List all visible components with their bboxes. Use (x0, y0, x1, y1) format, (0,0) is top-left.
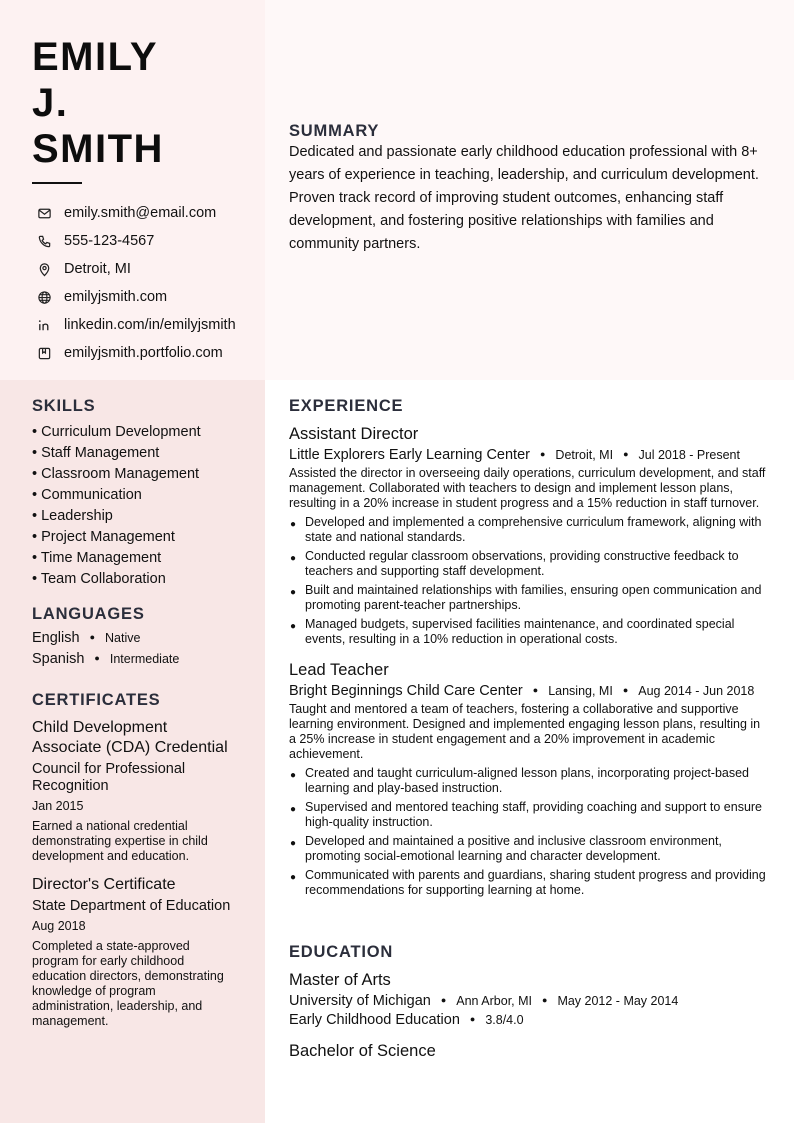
separator-dot: ● (622, 685, 629, 695)
skill-item: • Team Collaboration (32, 571, 166, 587)
mail-icon (32, 201, 56, 225)
job-bullet-text: Communicated with parents and guardians, sharing student progress and providing recommendations for supporting learning at home. (305, 868, 766, 897)
globe-icon (32, 285, 56, 309)
job-bullet (289, 834, 769, 864)
experience-list (289, 424, 769, 911)
location-pin-icon (32, 257, 56, 281)
job-bullet (289, 766, 769, 796)
job-dates: Jul 2018 - Present (638, 448, 740, 462)
certificate-item (32, 875, 232, 1029)
summary-text: Dedicated and passionate early childhood education professional with 8+ years of experience in teaching, leadership, and curriculum development. Proven track record of improving student outcomes, enhancing staff development, and fostering positive relationships with families and community partners. (289, 144, 759, 252)
skill-item: • Curriculum Development (32, 424, 201, 440)
contact-email[interactable] (32, 199, 262, 227)
separator-dot: ● (89, 632, 95, 642)
education-list (289, 970, 769, 1074)
bullet-dot: ● (290, 872, 297, 883)
certificate-item (32, 718, 232, 864)
certificate-date: Jan 2015 (32, 799, 84, 813)
job-bullet (289, 515, 769, 545)
degree-gpa: 3.8/4.0 (485, 1013, 524, 1027)
degree-dates: May 2012 - May 2014 (557, 994, 679, 1008)
job-bullet-text: Created and taught curriculum-aligned lesson plans, incorporating project-based learning and play-based instruction. (305, 766, 750, 795)
separator-dot: ● (539, 449, 546, 459)
degree-name: Bachelor of Science (289, 1042, 436, 1060)
job-item (289, 424, 769, 647)
job-bullet-text: Developed and implemented a comprehensive curriculum framework, aligning with state and national standards. (305, 515, 762, 544)
skills-list (32, 422, 201, 590)
contact-website-text: emilyjsmith.com (64, 289, 168, 305)
name-line-middle: J. (32, 81, 69, 125)
contact-linkedin[interactable] (32, 311, 262, 339)
separator-dot: ● (532, 685, 539, 695)
language-level: Native (105, 631, 141, 645)
experience-heading: EXPERIENCE (289, 397, 404, 415)
job-bullet-text: Built and maintained relationships with families, ensuring open communication and promoting parent-teacher partnerships. (305, 583, 762, 612)
separator-dot: ● (623, 449, 629, 459)
job-item (289, 660, 769, 898)
degree-name: Master of Arts (289, 971, 391, 989)
language-name: English (32, 630, 80, 646)
certificate-description: Completed a state-approved program for early childhood education directors, demonstrating knowledge of program administration, leadership, and management. (32, 939, 224, 1028)
contact-linkedin-text: linkedin.com/in/emilyjsmith (64, 317, 236, 333)
contact-location (32, 255, 262, 283)
language-level: Intermediate (109, 652, 180, 666)
job-title: Lead Teacher (289, 661, 389, 679)
job-location: Detroit, MI (555, 448, 614, 462)
job-meta (289, 447, 769, 463)
job-bullet (289, 583, 769, 613)
job-company: Little Explorers Early Learning Center (289, 447, 530, 463)
bullet-dot: ● (290, 621, 297, 632)
separator-dot: ● (94, 653, 100, 663)
certificate-issuer: Council for Professional Recognition (32, 761, 186, 794)
contact-list (32, 199, 262, 367)
skill-item: • Time Management (32, 550, 162, 566)
job-bullet-list (289, 766, 769, 898)
skill-item: • Leadership (32, 508, 113, 524)
skill-item: • Staff Management (32, 445, 160, 461)
bullet-dot: ● (290, 519, 297, 530)
separator-dot: ● (440, 995, 447, 1005)
job-meta (289, 683, 769, 699)
linkedin-icon (32, 313, 56, 337)
job-bullet-text: Supervised and mentored teaching staff, providing coaching and support to ensure high-quality instruction. (305, 800, 763, 829)
bullet-dot: ● (290, 587, 297, 598)
separator-dot: ● (542, 995, 548, 1005)
degree-location: Ann Arbor, MI (456, 994, 532, 1008)
job-company: Bright Beginnings Child Care Center (289, 683, 523, 699)
degree-item (289, 1041, 769, 1061)
contact-phone[interactable] (32, 227, 262, 255)
separator-dot: ● (469, 1014, 476, 1024)
certificates-heading: CERTIFICATES (32, 691, 161, 709)
job-bullet (289, 800, 769, 830)
language-item (32, 630, 179, 651)
name-line-last: SMITH (32, 127, 164, 171)
contact-phone-text: 555-123-4567 (64, 233, 155, 249)
name-line-first: EMILY (32, 35, 159, 79)
bullet-dot: ● (290, 553, 297, 564)
job-description: Taught and mentored a team of teachers, fostering a collaborative and supportive learning environment. Designed and implemented engaging lesson plans, resulting in a 25% increase in student engagement and a 20% improvement in academic achievement. (289, 702, 761, 761)
contact-portfolio-text: emilyjsmith.portfolio.com (64, 345, 223, 361)
job-bullet (289, 617, 769, 647)
degree-meta (289, 993, 769, 1009)
job-title: Assistant Director (289, 425, 419, 443)
skill-item: • Communication (32, 487, 142, 503)
contact-portfolio[interactable] (32, 339, 262, 367)
portfolio-icon (32, 341, 56, 365)
certificate-name: Director's Certificate (32, 876, 176, 893)
candidate-name (32, 34, 164, 172)
degree-item (289, 970, 769, 1028)
contact-email-text: emily.smith@email.com (64, 205, 217, 221)
skills-heading: SKILLS (32, 397, 96, 415)
certificate-issuer: State Department of Education (32, 898, 231, 914)
job-dates: Aug 2014 - Jun 2018 (638, 684, 755, 698)
contact-website[interactable] (32, 283, 262, 311)
job-bullet (289, 868, 769, 898)
bullet-dot: ● (290, 770, 297, 781)
job-bullet (289, 549, 769, 579)
education-heading: EDUCATION (289, 943, 394, 961)
language-name: Spanish (32, 651, 85, 667)
job-location: Lansing, MI (548, 684, 613, 698)
skill-item: • Classroom Management (32, 466, 200, 482)
degree-field: Early Childhood Education (289, 1012, 460, 1028)
certificate-name: Child Development Associate (CDA) Credential (32, 719, 228, 756)
degree-school: University of Michigan (289, 993, 431, 1009)
contact-location-text: Detroit, MI (64, 261, 131, 277)
certificates-list (32, 718, 232, 1040)
bullet-dot: ● (290, 838, 297, 849)
job-bullet-text: Managed budgets, supervised facilities maintenance, and coordinated special events, resulting in a 10% reduction in operational costs. (305, 617, 735, 646)
languages-list (32, 630, 179, 672)
certificate-date: Aug 2018 (32, 919, 86, 933)
languages-heading: LANGUAGES (32, 605, 145, 623)
job-bullet-text: Conducted regular classroom observations, providing constructive feedback to teachers and supporting staff development. (305, 549, 739, 578)
name-divider (32, 182, 82, 184)
summary-heading: SUMMARY (289, 122, 380, 140)
degree-field-meta (289, 1012, 769, 1028)
skill-item: • Project Management (32, 529, 175, 545)
job-bullet-text: Developed and maintained a positive and inclusive classroom environment, promoting social-emotional learning and character development. (305, 834, 722, 863)
language-item (32, 651, 179, 672)
bullet-dot: ● (290, 804, 297, 815)
job-bullet-list (289, 515, 769, 647)
certificate-description: Earned a national credential demonstrating expertise in child development and education. (32, 819, 208, 863)
job-description: Assisted the director in overseeing daily operations, curriculum development, and staff management. Collaborated with teachers to design and implement lesson plans, resulting in a 20% increase in student progress and a 15% reduction in staff turnover. (289, 466, 766, 510)
phone-icon (32, 229, 56, 253)
